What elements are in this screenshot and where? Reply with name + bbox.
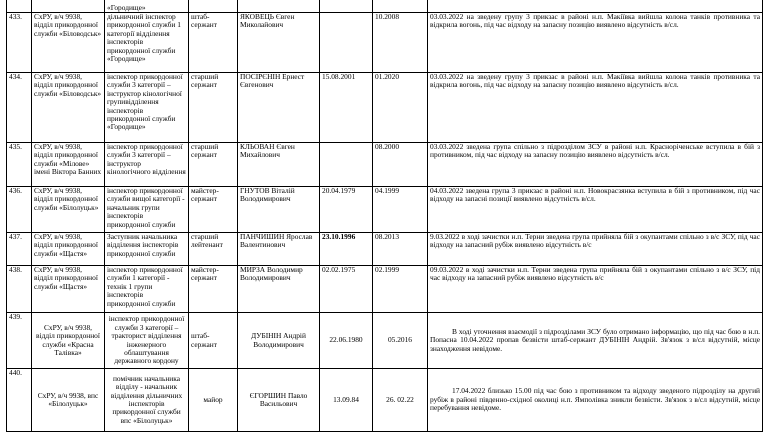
rank-cell — [189, 0, 238, 13]
birth-date-cell: 22.06.1980 — [320, 313, 373, 369]
table-row — [7, 313, 763, 369]
position-cell: інспектор прикордонної служби 3 категорії – тракторист відділення інженерного облаштування державного кордону — [105, 313, 189, 369]
row-number — [7, 0, 32, 13]
unit-cell — [32, 0, 105, 13]
rank-cell: майор — [189, 369, 238, 432]
rank-cell: майстер-сержант — [189, 266, 238, 313]
service-date-cell: 10.2008 — [373, 13, 428, 73]
name-cell: КЛЬОВАН Євген Михайлович — [238, 143, 320, 187]
unit-cell: СхРУ, в/ч 9938, відділ прикордонної служби «Красна Талівка» — [32, 313, 105, 369]
table-row — [7, 143, 763, 187]
position-cell: помічник начальника відділу - начальник відділення дільничних інспекторів прикордонної служби впс «Білолуцьк» — [105, 369, 189, 432]
service-date-cell: 26. 02.22 — [373, 369, 428, 432]
row-number: 434. — [7, 73, 32, 143]
name-cell: ЄГОРШИН Павло Васильович — [238, 369, 320, 432]
unit-cell: СхРУ, в/ч 9938, відділ прикордонної служби «Біловодськ» — [32, 73, 105, 143]
position-cell: Заступник начальника відділення інспекторів прикордонної служби — [105, 233, 189, 266]
unit-cell: СхРУ, в/ч 9938, відділ прикордонної служби «Щастя» — [32, 266, 105, 313]
table-row — [7, 0, 763, 13]
birth-date-cell: 20.04.1979 — [320, 187, 373, 233]
name-cell: ГНУТОВ Віталій Володимирович — [238, 187, 320, 233]
table-row — [7, 187, 763, 233]
rank-cell: штаб-сержант — [189, 13, 238, 73]
row-number: 440. — [7, 369, 32, 432]
birth-date-cell: 02.02.1975 — [320, 266, 373, 313]
description-cell: 03.03.2022 зведена група спільно з підрозділом ЗСУ в районі н.п. Красноріченське вступила в бій з противником, під час відходу на запасну позицію виявлено відсутність в/сл. — [428, 143, 763, 187]
table-row — [7, 13, 763, 73]
service-date-cell: 02.1999 — [373, 266, 428, 313]
name-cell: ПОСІРЄНІН Ернест Євгенович — [238, 73, 320, 143]
row-number: 439. — [7, 313, 32, 369]
service-date-cell: 05.2016 — [373, 313, 428, 369]
row-number: 436. — [7, 187, 32, 233]
rank-cell: штаб-сержант — [189, 313, 238, 369]
service-date-cell: 04.1999 — [373, 187, 428, 233]
description-cell: 17.04.2022 близько 15.00 під час бою з противником та відходу зведеного підрозділу на другий рубіж в районі південно-східної околиці н.п. Ямполівка зникли безвісти. Зв'язок з в/сл відсутній, місце перебування невідоме. — [428, 369, 763, 432]
rank-cell: старший сержант — [189, 73, 238, 143]
service-date-cell: 08.2013 — [373, 233, 428, 266]
name-cell: ПАНЧИШИН Ярослав Валентинович — [238, 233, 320, 266]
description-cell — [428, 0, 763, 13]
position-cell: «Городище» — [105, 0, 189, 13]
unit-cell: СхРУ, в/ч 9938, впс «Білолуцьк» — [32, 369, 105, 432]
description-cell: 9.03.2022 в ході зачистки н.п. Терни зведена група прийняла бій з окупантами спільно з в/с ЗСУ, під час відходу на запасний рубіж виявлено відсутність в/с — [428, 233, 763, 266]
row-number: 433. — [7, 13, 32, 73]
description-cell: В ході уточнення взаємодії з підрозділами ЗСУ було отримано інформацію, що під час бою в н.п. Попасна 10.04.2022 пропав безвісти штаб-сержант ДУБІНІН Андрій. Зв'язок з в/сл відсутній, місце знаходження невідоме. — [428, 313, 763, 369]
rank-cell: старший сержант — [189, 143, 238, 187]
service-date-cell: 01.2020 — [373, 73, 428, 143]
table-row — [7, 369, 763, 432]
rank-cell: майстер-сержант — [189, 187, 238, 233]
unit-cell: СхРУ, в/ч 9938, відділ прикордонної служби «Білолуцьк» — [32, 187, 105, 233]
table-row — [7, 233, 763, 266]
position-cell: інспектор прикордонної служби 3 категорії – інструктор кінологічного відділення — [105, 143, 189, 187]
row-number: 437. — [7, 233, 32, 266]
name-cell: МИРЗА Володимир Володимирович — [238, 266, 320, 313]
rank-cell: старший лейтенант — [189, 233, 238, 266]
description-cell: 03.03.2022 на зведену групу 3 прикзас в районі н.п. Макіївка вийшла колона танків противника та відкрила вогонь, під час відходу на запасну позицію виявлено відсутність в/сл. — [428, 13, 763, 73]
position-cell: інспектор прикордонної служби 1 категорії - технік 1 групи інспекторів прикордонної служби — [105, 266, 189, 313]
birth-date-cell: 15.08.2001 — [320, 73, 373, 143]
name-cell: ЯКОВЕЦЬ Євген Миколайович — [238, 13, 320, 73]
unit-cell: СхРУ, в/ч 9938, відділ прикордонної служби «Біловодськ» — [32, 13, 105, 73]
row-number: 435. — [7, 143, 32, 187]
birth-date-cell — [320, 143, 373, 187]
description-cell: 03.03.2022 на зведену групу 3 прикзас в районі н.п. Макіївка вийшла колона танків противника та відкрила вогонь, під час відходу на запасну позицію виявлено відсутність в/сл. — [428, 73, 763, 143]
unit-cell: СхРУ, в/ч 9938, відділ прикордонної служби «Щастя» — [32, 233, 105, 266]
birth-date-cell: 23.10.1996 — [320, 233, 373, 266]
unit-cell: СхРУ, в/ч 9938, відділ прикордонної служби «Мілове» імені Віктора Банних — [32, 143, 105, 187]
birth-date-cell — [320, 0, 373, 13]
name-cell — [238, 0, 320, 13]
position-cell: дільничний інспектор прикордонної служби 1 категорії відділення інспекторів прикордонної служби «Городище» — [105, 13, 189, 73]
table-row — [7, 73, 763, 143]
service-date-cell: 08.2000 — [373, 143, 428, 187]
name-cell: ДУБІНІН Андрій Володимирович — [238, 313, 320, 369]
row-number: 438. — [7, 266, 32, 313]
birth-date-cell — [320, 13, 373, 73]
service-date-cell — [373, 0, 428, 13]
position-cell: інспектор прикордонної служби вищої категорії - начальник групи інспекторів прикордонної служби — [105, 187, 189, 233]
position-cell: інспектор прикордонної служби 3 категорії – інструктор кінологічної групивідділення інспекторів прикордонної служби «Городище» — [105, 73, 189, 143]
missing-persons-table — [6, 0, 763, 432]
description-cell: 04.03.2022 зведена група 3 прикзас в районі н.п. Новокрасзянка вступила в бій з противником, під час відходу на запасні позиції виявлено відсутність в/сл. — [428, 187, 763, 233]
table-row — [7, 266, 763, 313]
description-cell: 09.03.2022 в ході зачистки н.п. Терни зведена група прийняла бій з окупантами спільно з в/с ЗСУ, під час відходу на запасний рубіж виявлено відсутність в/с — [428, 266, 763, 313]
birth-date-cell: 13.09.84 — [320, 369, 373, 432]
